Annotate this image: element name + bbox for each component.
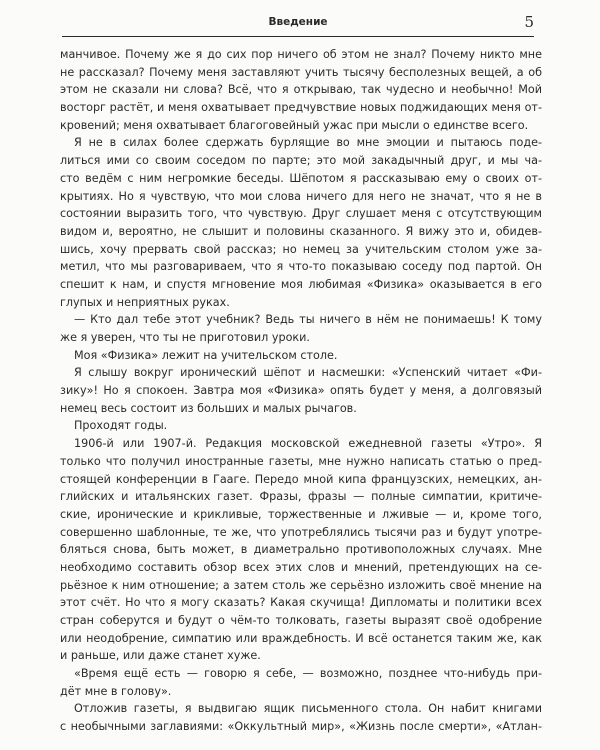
text-line: метил, что мы разговариваем, что я что-то показываю соседу под партой. Он — [60, 260, 542, 274]
text-line: глупых и неприятных руках. — [60, 295, 230, 309]
text-line: кровений; меня охватывает благоговейный ужас при мысли о единстве всего. — [60, 118, 529, 132]
text-line: спешит к нам, и спустя мгновение моя любимая «Физика» оказывается в его — [60, 277, 542, 291]
page-number: 5 — [524, 13, 534, 31]
text-line: «Время ещё есть — говорю я себе, — возможно, позднее что-нибудь при- — [74, 667, 542, 681]
text-line: крытиях. Но я чувствую, что мои слова ничего для него не значат, что я не в — [60, 189, 542, 203]
text-line: дёт мне в голову». — [60, 684, 172, 698]
text-line: рьёзное к ним отношение; а затем столь же серьёзно изложить своё мнение на — [60, 578, 542, 592]
text-line: сто ведём с ним негромкие беседы. Шёпотом я рассказываю ему о своих от- — [60, 171, 542, 185]
text-line: Я слышу вокруг иронический шёпот и насмешки: «Успенский читает «Фи- — [74, 366, 542, 380]
text-line: стран соберутся и будут о чём-то толковать, газеты выразят своё одобрение — [60, 614, 542, 627]
text-line: с необычными заглавиями: «Оккультный мир», «Жизнь после смерти», «Атлан- — [60, 720, 542, 734]
text-line: — Кто дал тебе этот учебник? Ведь ты ничего в нём не понимаешь! К тому — [74, 313, 542, 327]
text-line: и раньше, или даже станет хуже. — [60, 649, 261, 663]
text-line: Я не в силах более сдержать бурлящие во мне эмоции и пытаюсь поде- — [74, 136, 542, 150]
text-line: не рассказал? Почему меня заставляют учить тысячу бесполезных вещей, а об — [60, 65, 542, 79]
text-line: совершенно шаблонные, те же, что употреблялись тысячи раз и будут употре- — [60, 525, 542, 539]
text-line: немец весь состоит из больших и малых рычагов. — [60, 401, 357, 415]
text-line: зику»! Но я спокоен. Завтра моя «Физика» опять будет у меня, а долговязый — [60, 384, 542, 398]
running-header — [62, 14, 534, 37]
text-line: видом и, вероятно, не слышит и половины сказанного. Я вижу это и, обидев- — [60, 224, 542, 238]
text-line: состоянии выразить того, что чувствую. Друг слушает меня с отсутствующим — [60, 207, 542, 221]
text-line: необходимо составить обзор всех этих слов и мнений, претендующих на се- — [60, 560, 542, 574]
chapter-title: Введение — [268, 16, 328, 28]
text-line: шись, хочу прервать свой рассказ; но немец за учительским столом уже за- — [60, 242, 542, 256]
text-line: этот счёт. Но что я могу сказать? Какая скучища! Дипломаты и политики всех — [60, 596, 542, 610]
text-line: манчивое. Почему же я до сих пор ничего об этом не знал? Почему никто мне — [60, 48, 542, 61]
text-line: Проходят годы. — [74, 419, 168, 433]
body-text — [60, 46, 542, 736]
text-line: же я уверен, что ты не приготовил уроки. — [60, 331, 310, 344]
text-line: бляться снова, быть может, в диаметрально противоположных случаях. Мне — [60, 543, 542, 557]
text-line: или неодобрение, симпатию или враждебность. И всё останется таким же, как — [60, 631, 542, 645]
text-line: ские, иронические и крикливые, торжественные и лживые — и, кроме того, — [60, 507, 542, 521]
text-line: Отложив газеты, я выдвигаю ящик письменного стола. Он набит книгами — [74, 702, 542, 716]
text-line: только что получил иностранные газеты, мне нужно написать статью о пред- — [60, 454, 542, 468]
text-line: 1906-й или 1907-й. Редакция московской ежедневной газеты «Утро». Я — [74, 437, 542, 451]
text-line: литься ими со своим соседом по парте; это мой закадычный друг, и мы ча- — [60, 154, 542, 168]
text-line: восторг растёт, и меня охватывает предчувствие новых поджидающих меня от- — [60, 101, 542, 115]
text-line: Моя «Физика» лежит на учительском столе. — [74, 348, 338, 362]
text-line: стоящей конференции в Гааге. Передо мной кипа французских, немецких, ан- — [60, 472, 542, 486]
text-line: глийских и итальянских газет. Фразы, фразы — полные симпатии, критиче- — [60, 490, 542, 504]
text-line: этом не сказали ни слова? Всё, что я открываю, так чудесно и необычно! Мой — [60, 83, 542, 97]
